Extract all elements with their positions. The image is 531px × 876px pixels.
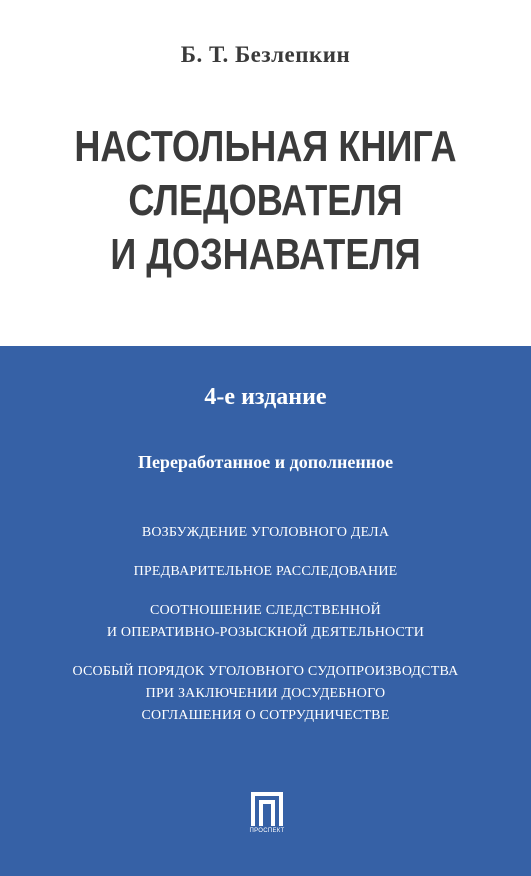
topic-line: СОГЛАШЕНИЯ О СОТРУДНИЧЕСТВЕ xyxy=(141,708,390,723)
author-name: Б. Т. Безлепкин xyxy=(180,42,351,67)
publisher-logo-icon xyxy=(251,792,283,826)
edition-label: 4-е издание xyxy=(204,384,327,410)
title-line-2: СЛЕДОВАТЕЛЯ xyxy=(128,176,403,225)
topic-line: ОСОБЫЙ ПОРЯДОК УГОЛОВНОГО СУДОПРОИЗВОДСТВА xyxy=(72,664,459,679)
topic-item xyxy=(0,561,531,583)
title-line-3: И ДОЗНАВАТЕЛЯ xyxy=(110,230,421,279)
topic-list xyxy=(0,522,531,744)
topic-item xyxy=(0,522,531,544)
book-title xyxy=(48,120,483,282)
publisher-name: ПРОСПЕКТ xyxy=(249,828,285,834)
topic-item xyxy=(0,600,531,644)
cover-top-panel xyxy=(0,0,531,346)
topic-line: СООТНОШЕНИЕ СЛЕДСТВЕННОЙ xyxy=(150,603,381,618)
topic-line: ПРИ ЗАКЛЮЧЕНИИ ДОСУДЕБНОГО xyxy=(145,686,386,701)
title-line-1: НАСТОЛЬНАЯ КНИГА xyxy=(74,122,457,171)
cover-blue-panel xyxy=(0,346,531,876)
topic-line: ПРЕДВАРИТЕЛЬНОЕ РАССЛЕДОВАНИЕ xyxy=(133,564,398,579)
revised-label: Переработанное и дополненное xyxy=(137,452,394,472)
topic-item xyxy=(0,661,531,727)
topic-line: ВОЗБУЖДЕНИЕ УГОЛОВНОГО ДЕЛА xyxy=(141,525,390,540)
topic-line: И ОПЕРАТИВНО-РОЗЫСКНОЙ ДЕЯТЕЛЬНОСТИ xyxy=(106,625,425,640)
